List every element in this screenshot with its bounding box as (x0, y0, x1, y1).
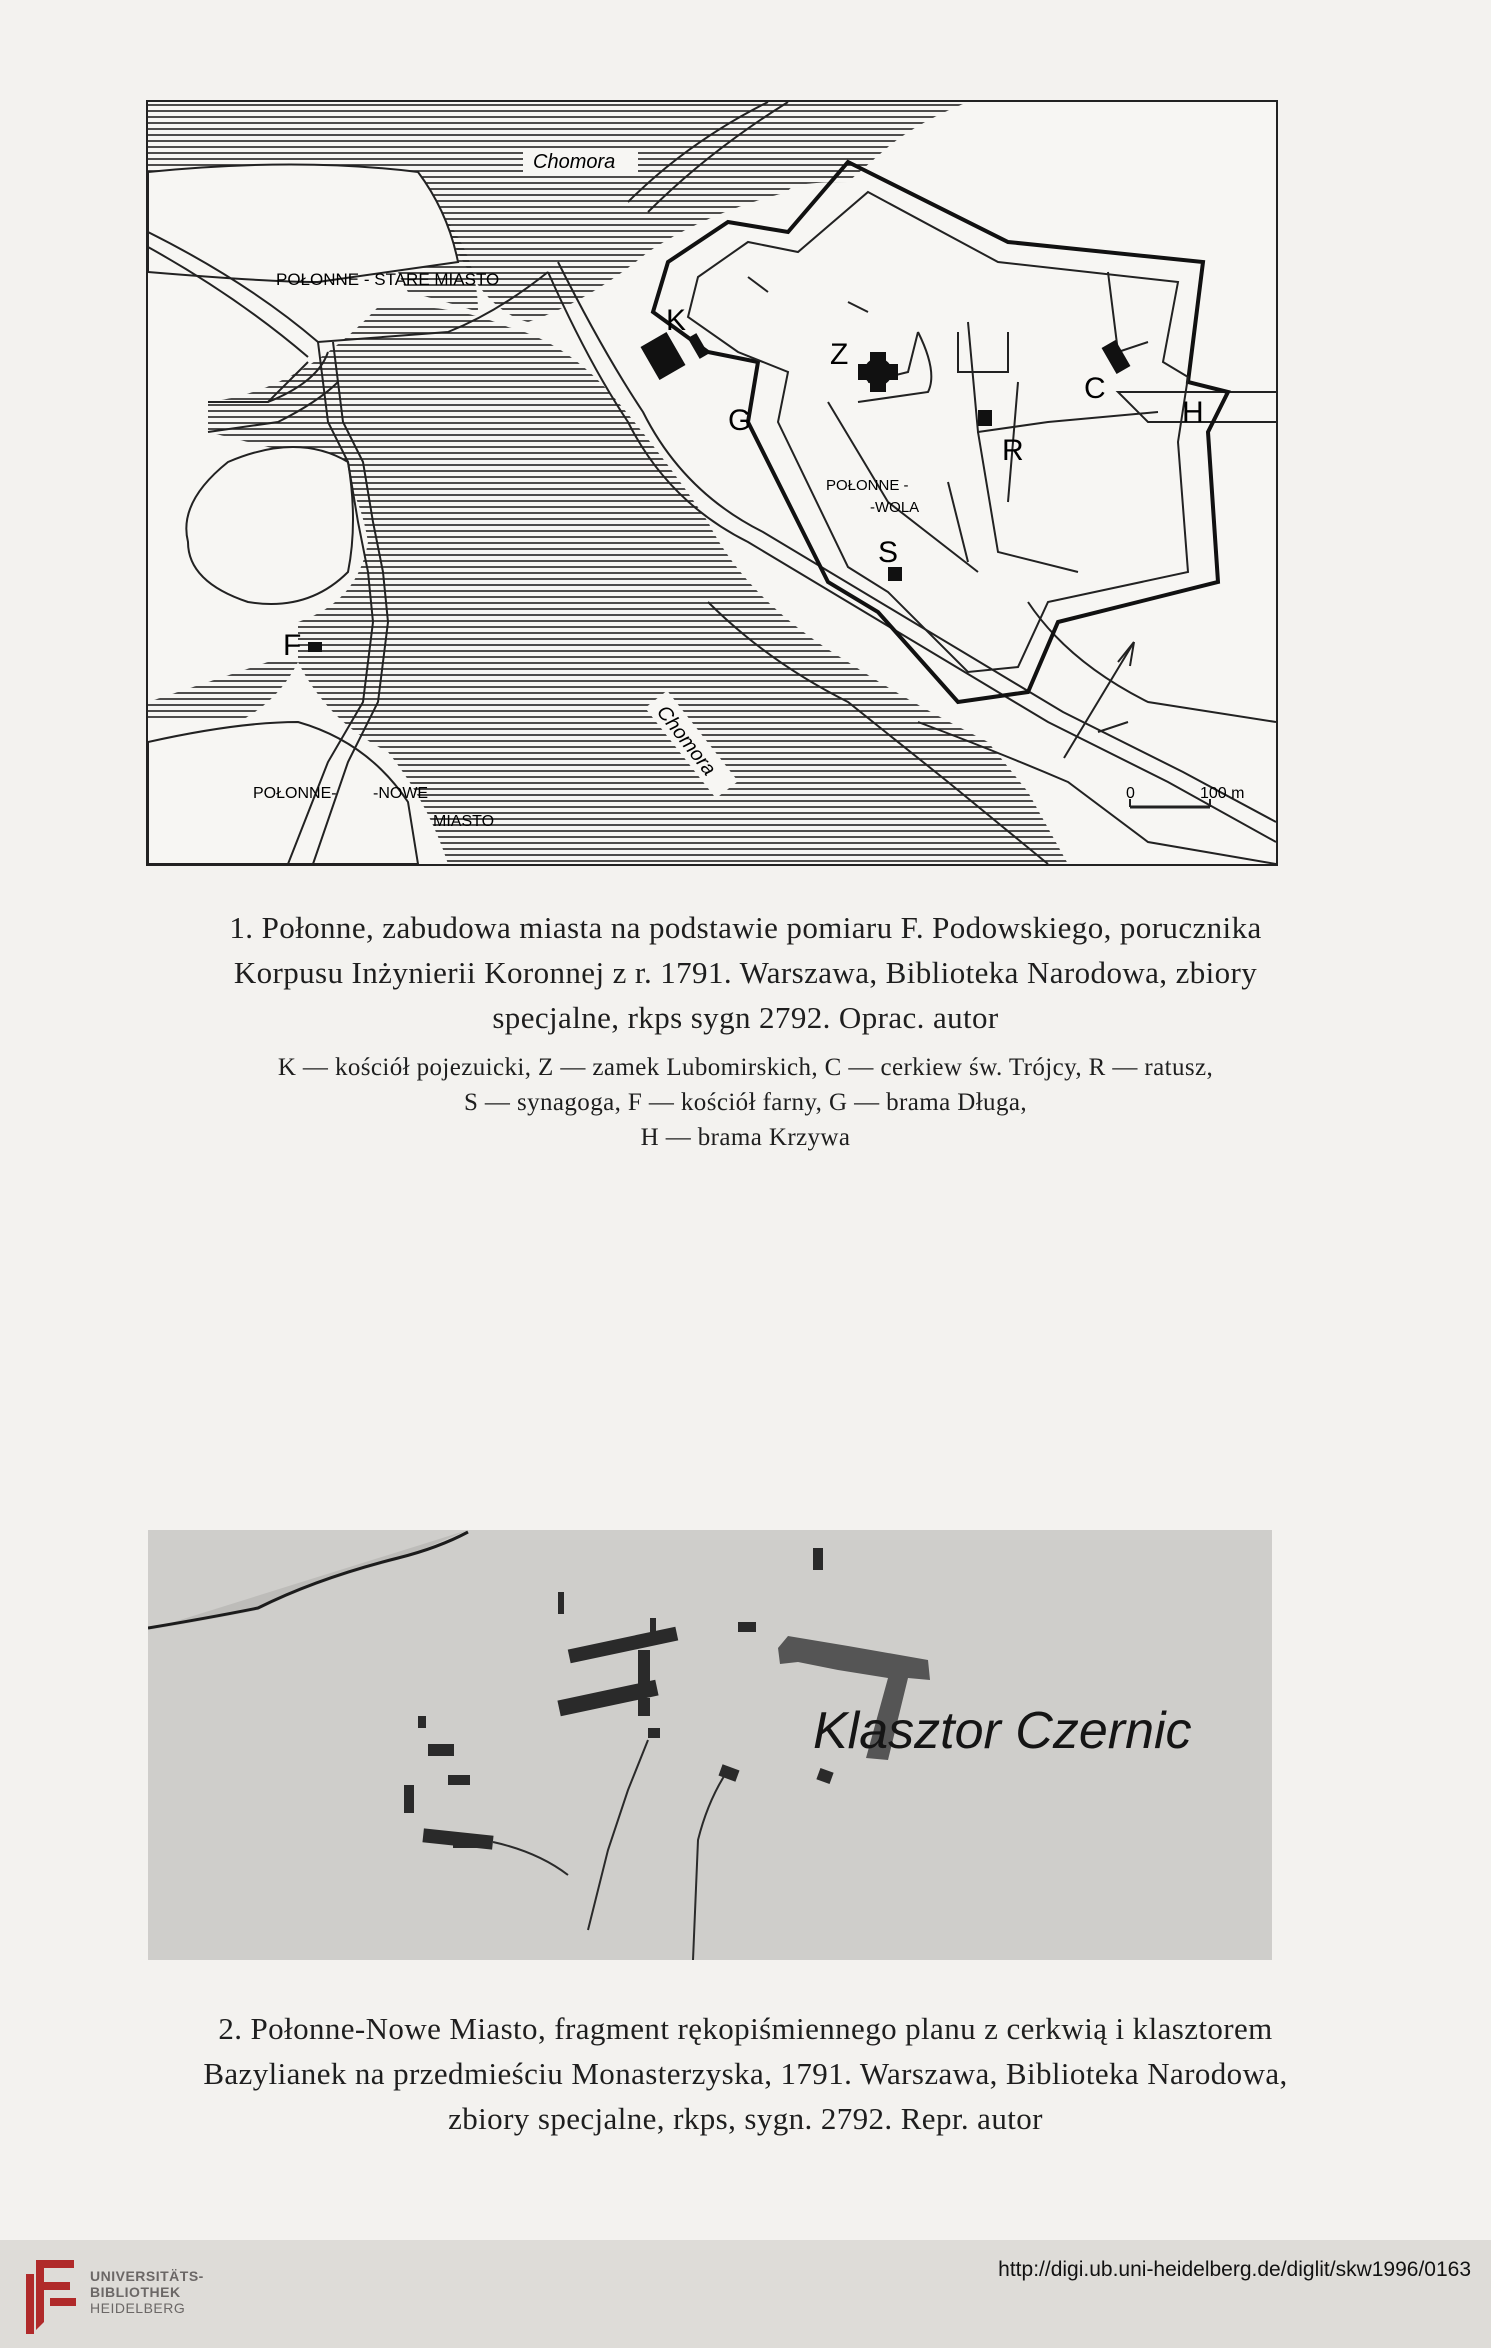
key-letter-C: C (1084, 372, 1106, 405)
key-letter-Z: Z (830, 338, 849, 371)
label-wola-line2: -WOLA (870, 499, 920, 516)
digitization-footer (0, 2240, 1491, 2348)
label-nowe-line2: -NOWE (373, 785, 429, 802)
label-wola-line1: POŁONNE - (826, 477, 909, 494)
caption-line: specjalne, rkps sygn 2792. Oprac. autor (492, 1000, 999, 1035)
figure1-caption (60, 905, 1431, 1040)
river-label-top-text: Chomora (533, 151, 616, 173)
caption-line: 2. Połonne-Nowe Miasto, fragment rękopiśmiennego planu z cerkwią i klasztorem (218, 2011, 1273, 2046)
legend-line: H — brama Krzywa (640, 1124, 851, 1151)
library-name (90, 2268, 204, 2316)
building-F (308, 642, 322, 652)
page-url-link[interactable]: http://digi.ub.uni-heidelberg.de/diglit/skw1996/0163 (998, 2258, 1471, 2281)
key-letter-G: G (728, 404, 752, 437)
figure1-legend (60, 1050, 1431, 1155)
caption-line: Bazylianek na przedmieściu Monasterzyska, 1791. Warszawa, Biblioteka Narodowa, (203, 2056, 1288, 2091)
river-label-mid-text: Chomora (652, 701, 721, 780)
library-name-line: BIBLIOTHEK (90, 2284, 181, 2300)
label-stare-miasto: POŁONNE - STARE MIASTO (276, 270, 500, 289)
river-label-top (523, 148, 638, 174)
library-name-line: HEIDELBERG (90, 2300, 186, 2316)
manuscript-plan-photo (148, 1530, 1272, 1960)
label-nowe-line1: POŁONNE- (253, 785, 337, 802)
figure2-caption (60, 2006, 1431, 2141)
library-name-line: UNIVERSITÄTS- (90, 2268, 204, 2284)
building-R (978, 410, 992, 426)
library-logo-icon (16, 2252, 86, 2338)
label-nowe-line3: MIASTO (433, 813, 495, 830)
key-letter-F: F (283, 629, 302, 662)
key-letter-S: S (878, 536, 899, 569)
legend-line: S — synagoga, F — kościół farny, G — brama Długa, (463, 1089, 1028, 1116)
scale-end-label: 100 m (1200, 785, 1245, 802)
handwritten-label: Klasztor Czernic (813, 1702, 1192, 1760)
manuscript-plan-drawing (148, 1530, 1272, 1960)
key-letter-K: K (666, 304, 687, 337)
city-plan-map (148, 102, 1276, 864)
key-letter-H: H (1182, 396, 1204, 429)
caption-line: zbiory specjalne, rkps, sygn. 2792. Repr. autor (448, 2101, 1043, 2136)
caption-line: Korpusu Inżynierii Koronnej z r. 1791. Warszawa, Biblioteka Narodowa, zbiory (233, 955, 1258, 990)
caption-line: 1. Połonne, zabudowa miasta na podstawie pomiaru F. Podowskiego, porucznika (229, 910, 1262, 945)
legend-line: K — kościół pojezuicki, Z — zamek Lubomirskich, C — cerkiew św. Trójcy, R — ratusz, (277, 1054, 1214, 1081)
building-S (888, 567, 902, 581)
key-letter-R: R (1002, 434, 1024, 467)
scale-zero-label: 0 (1126, 785, 1135, 802)
city-plan-figure (146, 100, 1278, 866)
